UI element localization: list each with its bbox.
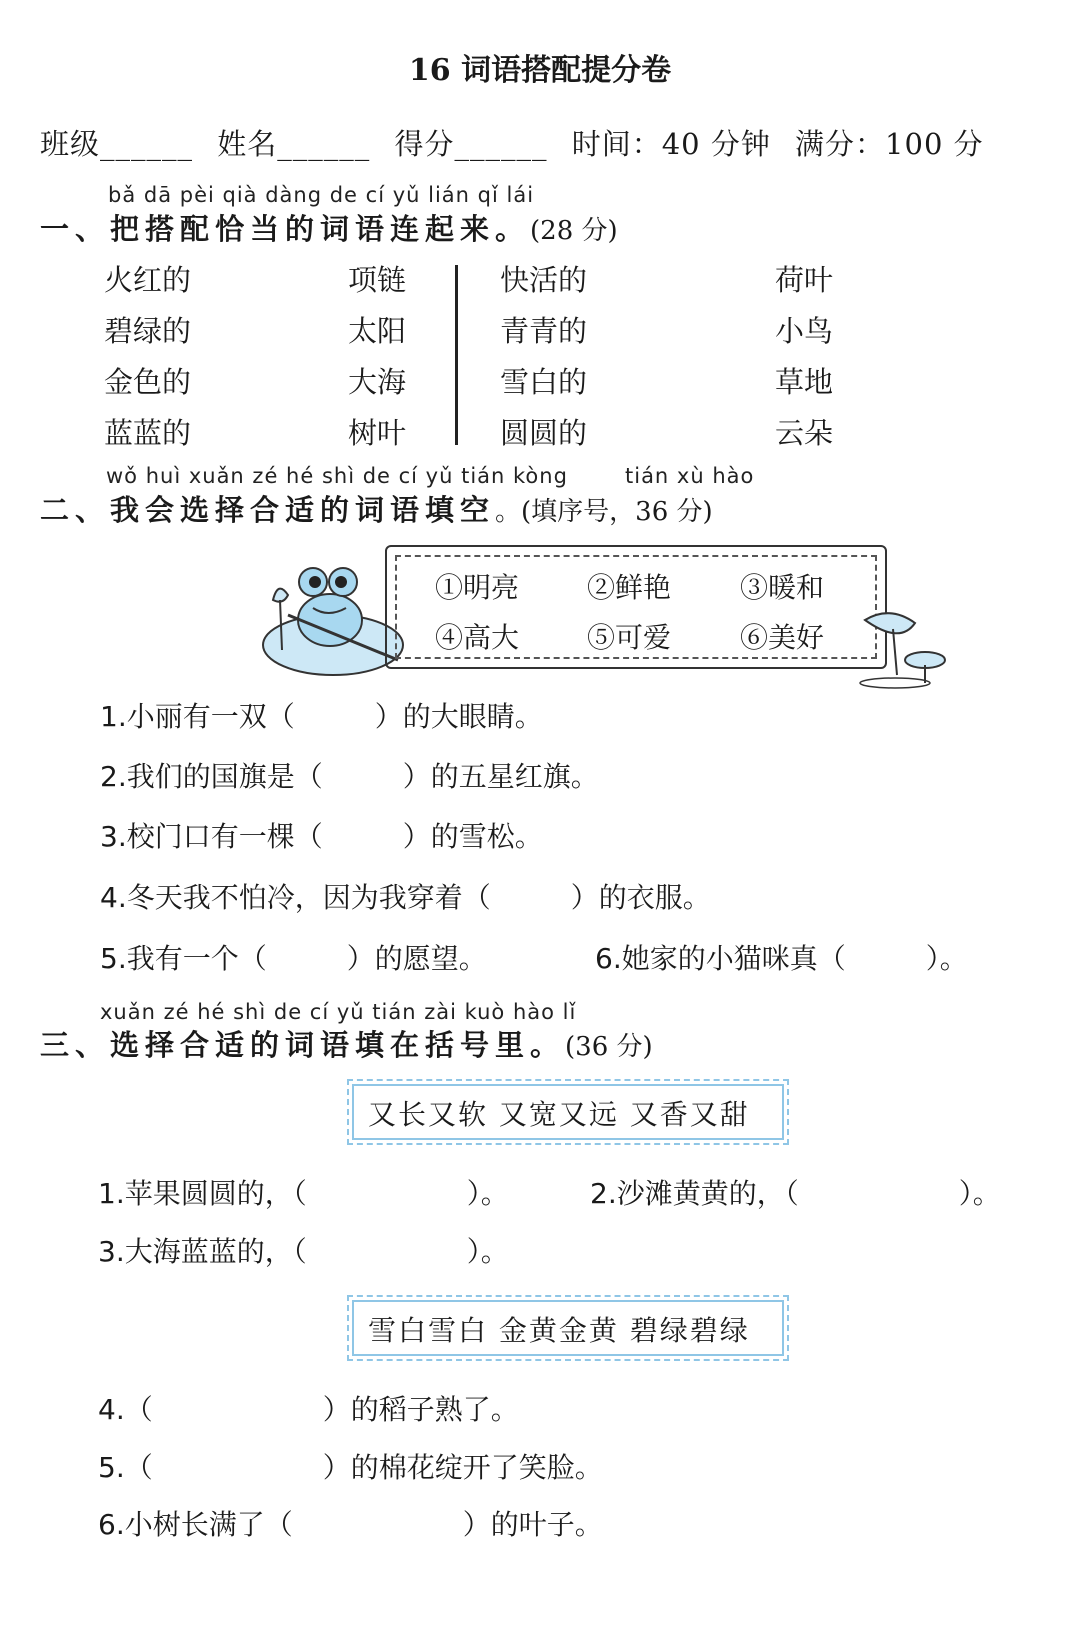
q-num: 6.: [595, 942, 622, 975]
word-right-noun-3[interactable]: 草地: [775, 365, 834, 399]
q-after: ）。: [925, 942, 968, 975]
sec2-title: [40, 488, 713, 529]
sec2-title-text: 二、我会选择合适的词语填空: [40, 493, 496, 527]
q-after: ）。: [466, 1177, 509, 1210]
q-before: 小丽有一双（: [126, 700, 295, 733]
q-before: （: [124, 1451, 153, 1484]
sec2-q6: [595, 937, 968, 977]
word-right-noun-4[interactable]: 云朵: [775, 416, 834, 450]
score-field: 得分______: [394, 127, 548, 161]
sec3-q2: [590, 1172, 1001, 1212]
q-num: 1.: [98, 1177, 125, 1210]
sec2-q5: [100, 937, 487, 977]
q-before: 校门口有一棵（: [126, 820, 323, 853]
word-left-noun-1[interactable]: 项链: [348, 263, 407, 297]
option-3: ③暖和: [740, 571, 825, 604]
word-left-adj-2[interactable]: 碧绿的: [104, 314, 192, 348]
q-num: 3.: [98, 1235, 125, 1268]
sec3-q5: [98, 1446, 603, 1486]
word-right-noun-1[interactable]: 荷叶: [775, 263, 834, 297]
sec3-q4: [98, 1388, 519, 1428]
word-bank-1-text: 又长又软 又宽又远 又香又甜: [368, 1098, 750, 1131]
q-before: 她家的小猫咪真（: [621, 942, 846, 975]
word-left-noun-3[interactable]: 大海: [348, 365, 407, 399]
option-2: ②鲜艳: [587, 571, 672, 604]
q-after: ）的愿望。: [346, 942, 487, 975]
option-5: ⑤可爱: [587, 621, 672, 654]
sec2-pinyin: wǒ huì xuǎn zé hé shì de cí yǔ tián kòng: [106, 464, 568, 488]
q-before: 冬天我不怕冷，因为我穿着（: [126, 881, 491, 914]
page-title: 16 词语搭配提分卷: [408, 53, 672, 88]
q-before: （: [124, 1393, 153, 1426]
q-after: ）的叶子。: [462, 1508, 603, 1541]
word-left-noun-4[interactable]: 树叶: [348, 416, 407, 450]
sec3-q1: [98, 1172, 509, 1212]
header-info: [40, 122, 998, 163]
sec1-title-text: 一、把搭配恰当的词语连起来。: [40, 212, 531, 246]
sec3-q6: [98, 1503, 603, 1543]
q-num: 3.: [100, 820, 127, 853]
q-after: ）的棉花绽开了笑脸。: [322, 1451, 603, 1484]
q-num: 2.: [100, 760, 127, 793]
word-bank-2-text: 雪白雪白 金黄金黄 碧绿碧绿: [368, 1314, 750, 1347]
option-6: ⑥美好: [740, 621, 825, 654]
sec2-q2: [100, 755, 599, 795]
sec1-score: (28 分): [530, 216, 618, 246]
q-before: 沙滩黄黄的，（: [616, 1177, 799, 1210]
sec3-title-text: 三、选择合适的词语填在括号里。: [40, 1028, 566, 1062]
q-num: 1.: [100, 700, 127, 733]
sec2-q3: [100, 815, 543, 855]
q-before: 我们的国旗是（: [126, 760, 323, 793]
word-left-adj-1[interactable]: 火红的: [104, 263, 192, 297]
q-after: ）。: [466, 1235, 509, 1268]
q-after: ）的五星红旗。: [402, 760, 599, 793]
q-num: 4.: [98, 1393, 125, 1426]
q-before: 我有一个（: [126, 942, 267, 975]
option-1: ①明亮: [435, 571, 520, 604]
sec2-pinyin-note: tián xù hào: [625, 464, 755, 488]
q-num: 4.: [100, 881, 127, 914]
sec3-pinyin: xuǎn zé hé shì de cí yǔ tián zài kuò hào lǐ: [100, 1000, 577, 1024]
class-field: 班级______: [40, 127, 194, 161]
sec2-q4: [100, 876, 711, 916]
word-right-adj-4[interactable]: 圆圆的: [500, 416, 588, 450]
sec2-score: 。(填序号，36 分): [495, 497, 713, 527]
q-num: 5.: [100, 942, 127, 975]
sec1-pinyin: bǎ dā pèi qià dàng de cí yǔ lián qǐ lái: [108, 183, 535, 207]
word-right-noun-2[interactable]: 小鸟: [775, 314, 834, 348]
q-num: 5.: [98, 1451, 125, 1484]
sec1-title: [40, 207, 618, 248]
q-before: 大海蓝蓝的，（: [124, 1235, 307, 1268]
q-after: ）。: [958, 1177, 1001, 1210]
word-left-adj-3[interactable]: 金色的: [104, 365, 192, 399]
q-num: 6.: [98, 1508, 125, 1541]
word-right-adj-1[interactable]: 快活的: [500, 263, 588, 297]
lotus-leaf-icon: [855, 605, 950, 690]
word-right-adj-2[interactable]: 青青的: [500, 314, 588, 348]
word-left-adj-4[interactable]: 蓝蓝的: [104, 416, 192, 450]
q-after: ）的衣服。: [570, 881, 711, 914]
time-label: 时间：40 分钟: [571, 127, 771, 161]
q-before: 苹果圆圆的，（: [124, 1177, 307, 1210]
column-divider: [455, 265, 458, 445]
q-after: ）的雪松。: [402, 820, 543, 853]
sec3-title: [40, 1023, 653, 1064]
full-score-label: 满分：100 分: [795, 127, 984, 161]
sec3-score: (36 分): [565, 1032, 653, 1062]
option-4: ④高大: [435, 621, 520, 654]
q-after: ）的稻子熟了。: [322, 1393, 519, 1426]
q-num: 2.: [590, 1177, 617, 1210]
sec2-q1: [100, 695, 543, 735]
word-right-adj-3[interactable]: 雪白的: [500, 365, 588, 399]
word-left-noun-2[interactable]: 太阳: [348, 314, 407, 348]
q-before: 小树长满了（: [124, 1508, 293, 1541]
q-after: ）的大眼睛。: [374, 700, 543, 733]
name-field: 姓名______: [217, 127, 371, 161]
sec3-q3: [98, 1230, 509, 1270]
